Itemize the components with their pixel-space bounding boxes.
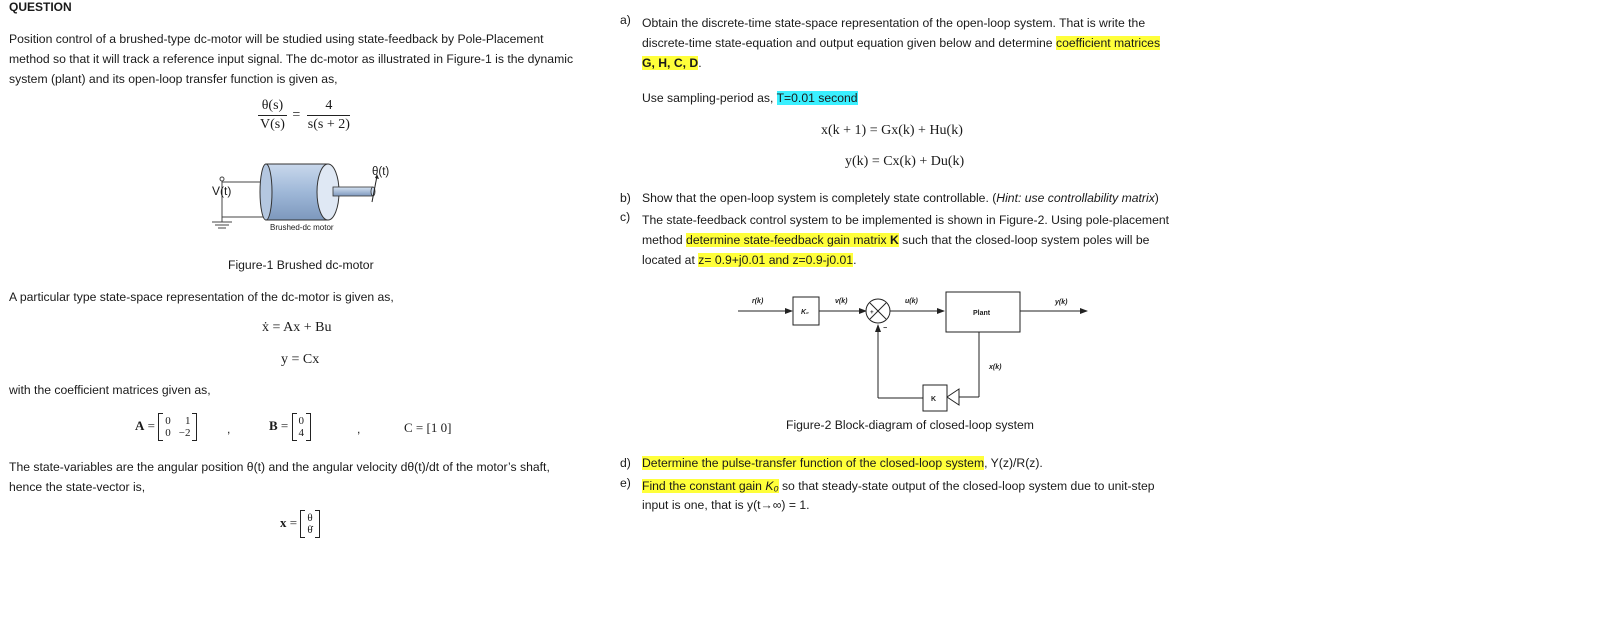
part-c-marker: c) xyxy=(620,210,631,224)
tf-denominator-right: s(s + 2) xyxy=(307,117,350,132)
minus-sign: − xyxy=(883,325,888,332)
part-c-text xyxy=(642,210,1188,270)
part-b-hint: Hint: use controllability matrix xyxy=(996,191,1155,205)
angle-label: θ(t) xyxy=(372,166,390,178)
state-variables-paragraph xyxy=(9,457,550,497)
feedback-arrow-icon xyxy=(947,389,959,405)
part-b-text: Show that the open-loop system is completely state controllable. (Hint: use controllability matrix) xyxy=(642,191,1159,205)
state-vector-name: x xyxy=(280,514,287,530)
state-vector xyxy=(280,510,320,538)
part-a-line-1: Obtain the discrete-time state-space representation of the open-loop system. That is write the xyxy=(642,16,1146,30)
part-d-text: Determine the pulse-transfer function of the closed-loop system, Y(z)/R(z). xyxy=(642,456,1043,470)
highlight-gain-matrix: determine state-feedback gain matrix xyxy=(686,233,890,247)
signal-u-label: u(k) xyxy=(905,298,918,305)
tf-left-fraction xyxy=(256,98,289,133)
state-vector-cell: θ xyxy=(307,512,313,524)
discrete-state-equation: x(k + 1) = Gx(k) + Hu(k) xyxy=(821,123,963,138)
sampling-period: Use sampling-period as, T=0.01 second xyxy=(642,91,858,105)
part-c-line-2: method determine state-feedback gain matrix K such that the closed-loop system poles will be xyxy=(642,233,1150,247)
part-e-marker: e) xyxy=(620,476,631,490)
part-c-line-1: The state-feedback control system to be implemented is shown in Figure-2. Using pole-placement xyxy=(642,213,1170,227)
matrix-c: C = [1 0] xyxy=(404,420,452,435)
tf-numerator-right: 4 xyxy=(307,98,350,116)
part-a-marker: a) xyxy=(620,13,631,27)
intro-line-1: Position control of a brushed-type dc-motor will be studied using state-feedback by Pole-Placement xyxy=(9,32,544,46)
part-a-text xyxy=(642,13,1160,73)
matrix-a-cell: 1 xyxy=(184,415,191,427)
signal-y-label: y(k) xyxy=(1055,299,1068,306)
state-variables-line-1: The state-variables are the angular position θ(t) and the angular velocity dθ(t)/dt of the motor’s shaft, xyxy=(9,460,550,474)
tf-equals: = xyxy=(292,107,301,123)
tf-numerator-left: θ(s) xyxy=(258,98,287,116)
intro-paragraph xyxy=(9,29,573,89)
highlight-sampling-period: T=0.01 second xyxy=(776,91,858,105)
tf-denominator-left: V(s) xyxy=(260,117,285,132)
highlight-ghcd: G, H, C, D xyxy=(642,56,699,70)
voltage-label: V(t) xyxy=(212,184,232,198)
plant-label: Plant xyxy=(973,310,991,317)
matrix-a xyxy=(135,413,197,441)
matrix-b xyxy=(269,413,311,441)
coefficient-intro: with the coefficient matrices given as, xyxy=(9,383,211,397)
block-diagram-figure xyxy=(730,285,1100,420)
question-heading: QUESTION xyxy=(9,0,72,14)
matrix-b-equals: = xyxy=(280,417,289,433)
matrix-b-cell: 0 xyxy=(298,415,305,427)
separator: , xyxy=(227,422,231,436)
terminal-top-icon xyxy=(220,177,224,181)
matrix-a-cell: −2 xyxy=(178,427,191,439)
tf-right-fraction xyxy=(304,98,354,133)
signal-v-label: v(k) xyxy=(835,298,848,305)
part-b-marker: b) xyxy=(620,191,631,205)
separator: , xyxy=(357,422,361,436)
motor-shaft xyxy=(333,187,373,196)
highlight-pulse-transfer: Determine the pulse-transfer function of the closed-loop system xyxy=(642,456,985,470)
k-block-label: K xyxy=(931,396,937,403)
figure-1-caption: Figure-1 Brushed dc-motor xyxy=(228,258,374,272)
highlight-poles: z= 0.9+j0.01 and z=0.9-j0.01 xyxy=(698,253,854,267)
discrete-output-equation: y(k) = Cx(k) + Du(k) xyxy=(845,154,965,169)
highlight-coefficient-matrices: coefficient matrices xyxy=(1055,36,1161,50)
state-space-intro: A particular type state-space representation of the dc-motor is given as, xyxy=(9,290,394,304)
intro-line-3: system (plant) and its open-loop transfer function is given as, xyxy=(9,72,338,86)
figure-2-caption: Figure-2 Block-diagram of closed-loop system xyxy=(786,418,1034,432)
part-c-line-3: located at z= 0.9+j0.01 and z=0.9-j0.01. xyxy=(642,253,857,267)
matrix-b-name: B xyxy=(269,417,278,433)
transfer-function xyxy=(256,98,354,133)
k0-block-label: K₀ xyxy=(801,309,809,316)
highlight-constant-gain: Find the constant gain xyxy=(642,479,766,493)
state-vector-cell: θ̇ xyxy=(307,524,313,536)
part-a-line-3: G, H, C, D. xyxy=(642,56,702,70)
matrix-a-cell: 0 xyxy=(165,427,171,439)
part-a-line-2: discrete-time state-equation and output equation given below and determine coefficient matrices xyxy=(642,36,1161,50)
intro-line-2: method so that it will track a reference input signal. The dc-motor as illustrated in Figure-1 is the dynamic xyxy=(9,52,574,66)
part-d-marker: d) xyxy=(620,456,631,470)
signal-r-label: r(k) xyxy=(752,298,764,305)
signal-x-label: x(k) xyxy=(989,364,1002,371)
matrix-a-equals: = xyxy=(147,417,155,433)
plus-sign: + xyxy=(870,310,874,316)
part-e-line-2: input is one, that is y(t→∞) = 1. xyxy=(642,498,810,512)
state-variables-line-2: hence the state-vector is, xyxy=(9,480,146,494)
matrix-b-cell: 4 xyxy=(298,427,305,439)
motor-label: Brushed-dc motor xyxy=(270,223,334,232)
state-vector-equals: = xyxy=(289,514,298,530)
output-equation: y = Cx xyxy=(281,352,320,367)
part-e-text xyxy=(642,476,1155,515)
state-equation: ẋ = Ax + Bu xyxy=(262,320,332,335)
matrix-a-name: A xyxy=(135,417,145,433)
part-e-line-1: Find the constant gain K₀ so that steady-state output of the closed-loop system due to unit-step xyxy=(642,479,1155,493)
matrix-a-cell: 0 xyxy=(165,415,171,427)
